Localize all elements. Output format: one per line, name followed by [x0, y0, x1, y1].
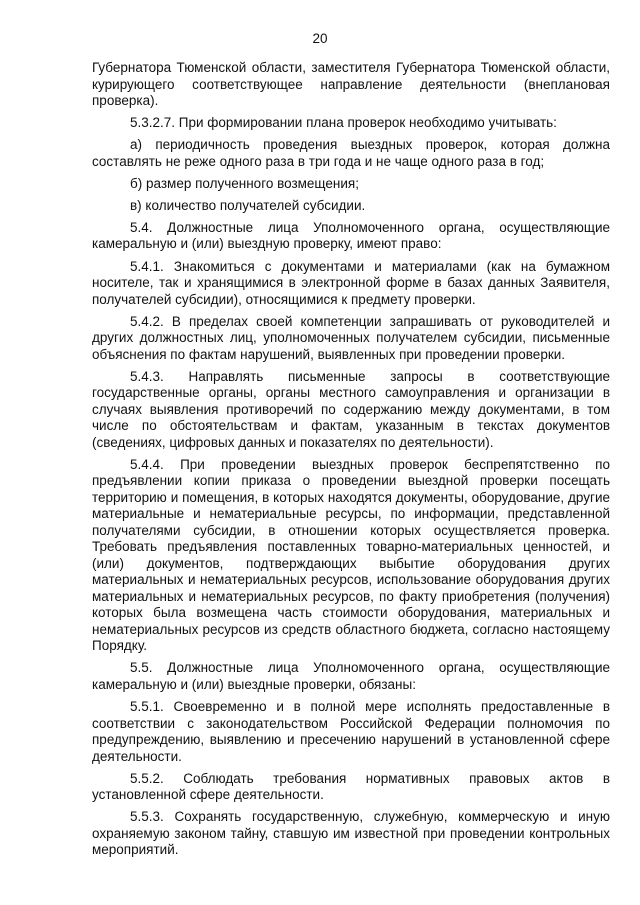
paragraph: 5.5.1. Своевременно и в полной мере исполнять предоставленные в соответствии с законодательством Российской Федерации полномочия по предупреждению, выявлению и пресечению нарушений в установленной сфере деятельности. — [92, 699, 610, 764]
paragraph: 5.4.3. Направлять письменные запросы в соответствующие государственные органы, органы местного самоуправления и организации в случаях выявления противоречий по содержанию между документами, в том числе по обстоятельствам и фактам, указанным в текстах документов (сведениях, цифровых данных и показателях по деятельности). — [92, 368, 610, 450]
paragraph: 5.5.2. Соблюдать требования нормативных правовых актов в установленной сфере деятельности. — [92, 770, 610, 803]
paragraph: 5.5.3. Сохранять государственную, служебную, коммерческую и иную охраняемую законом тайну, ставшую им известной при проведении контрольных мероприятий. — [92, 809, 610, 858]
paragraph: б) размер полученного возмещения; — [130, 175, 359, 191]
paragraph: а) периодичность проведения выездных проверок, которая должна составлять не реже одного раза в три года и не чаще одного раза в год; — [92, 137, 610, 169]
paragraph: 5.5. Должностные лица Уполномоченного органа, осуществляющие камеральную и (или) выездные проверки, обязаны: — [92, 660, 610, 692]
paragraph: 5.4.2. В пределах своей компетенции запрашивать от руководителей и других должностных лиц, уполномоченных получателем субсидии, письменные объяснения по фактам нарушений, выявленных при проведении проверки. — [92, 313, 610, 362]
paragraph: Губернатора Тюменской области, заместителя Губернатора Тюменской области, курирующего соответствующее направление деятельности (внеплановая проверка). — [92, 60, 610, 108]
paragraph: 5.3.2.7. При формировании плана проверок необходимо учитывать: — [130, 115, 557, 131]
paragraph: 5.4.1. Знакомиться с документами и материалами (как на бумажном носителе, так и хранящимися в электронной форме в базах данных Заявителя, получателей субсидии), относящимися к предмету проверки. — [92, 258, 610, 307]
paragraph: 5.4. Должностные лица Уполномоченного органа, осуществляющие камеральную и (или) выездную проверку, имеют право: — [92, 219, 610, 252]
paragraph: 5.4.4. При проведении выездных проверок беспрепятственно по предъявлении копии приказа о проведении выездной проверки посещать территорию и помещения, в которых находятся документы, оборудование, другие материальные и нематериальные ресурсы, по информации, представленной получателями субсидии, в отношении которых осуществляется проверка. Требовать предъявления поставленных товарно-материальных ценностей, и (или) документов, подтверждающих выбытие оборудования других материальных и нематериальных ресурсов, использование оборудования других материальных и нематериальных ресурсов, по факту приобретения (получения) которых была возмещена часть стоимости оборудования, материальных и нематериальных ресурсов из средств областного бюджета, согласно настоящему Порядку. — [92, 456, 610, 654]
page-number: 20 — [312, 31, 328, 46]
paragraph: в) количество получателей субсидии. — [130, 197, 366, 213]
document-body — [92, 60, 610, 864]
